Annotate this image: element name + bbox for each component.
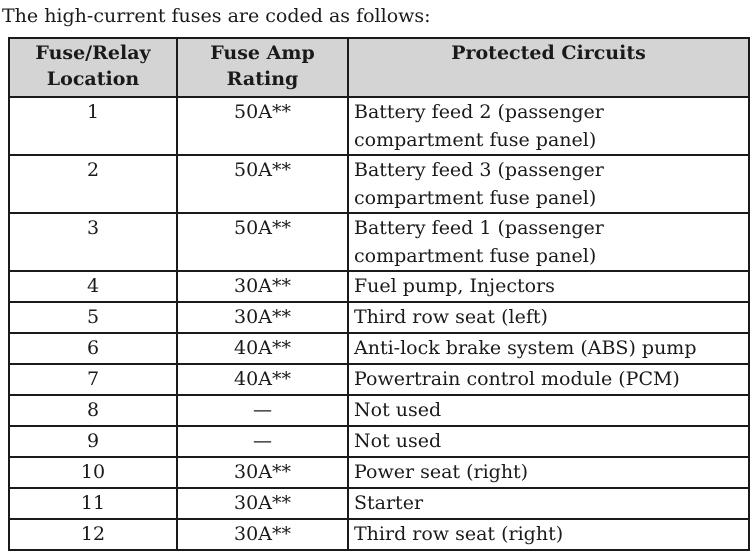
fuse-location-cell: 12 [9, 519, 177, 550]
table-row [9, 271, 749, 302]
fuse-location-cell: 4 [9, 271, 177, 302]
protected-circuits-cell: Not used [348, 395, 749, 426]
table-row [9, 488, 749, 519]
header-location: Fuse/Relay Location [9, 38, 177, 97]
intro-text: The high-current fuses are coded as follows: [2, 5, 431, 27]
fuse-rating-cell: 50A** [177, 97, 348, 155]
fuse-rating-cell: 30A** [177, 271, 348, 302]
fuse-location-cell: 1 [9, 97, 177, 155]
protected-circuits-cell: Anti-lock brake system (ABS) pump [348, 333, 749, 364]
table-row [9, 395, 749, 426]
fuse-location-cell: 7 [9, 364, 177, 395]
fuse-location-cell: 11 [9, 488, 177, 519]
fuse-rating-cell: 30A** [177, 302, 348, 333]
fuse-rating-cell: — [177, 426, 348, 457]
protected-circuits-cell: Battery feed 2 (passenger compartment fuse panel) [348, 97, 749, 155]
protected-circuits-cell: Battery feed 3 (passenger compartment fuse panel) [348, 155, 749, 213]
table-row [9, 519, 749, 550]
fuse-location-cell: 5 [9, 302, 177, 333]
fuse-rating-cell: 30A** [177, 488, 348, 519]
table-row [9, 302, 749, 333]
table-row [9, 155, 749, 213]
fuse-rating-cell: 30A** [177, 519, 348, 550]
fuse-rating-cell: — [177, 395, 348, 426]
fuse-location-cell: 8 [9, 395, 177, 426]
fuse-table-body [9, 97, 749, 550]
protected-circuits-cell: Third row seat (right) [348, 519, 749, 550]
table-row [9, 333, 749, 364]
fuse-location-cell: 2 [9, 155, 177, 213]
table-row [9, 213, 749, 271]
table-row [9, 426, 749, 457]
fuse-rating-cell: 40A** [177, 333, 348, 364]
fuse-rating-cell: 50A** [177, 155, 348, 213]
table-row [9, 364, 749, 395]
protected-circuits-cell: Powertrain control module (PCM) [348, 364, 749, 395]
protected-circuits-cell: Starter [348, 488, 749, 519]
fuse-location-cell: 10 [9, 457, 177, 488]
header-rating: Fuse Amp Rating [177, 38, 348, 97]
fuse-location-cell: 6 [9, 333, 177, 364]
fuse-location-cell: 3 [9, 213, 177, 271]
protected-circuits-cell: Not used [348, 426, 749, 457]
fuse-rating-cell: 40A** [177, 364, 348, 395]
header-row [9, 38, 749, 97]
header-circuits: Protected Circuits [348, 38, 749, 97]
fuse-location-cell: 9 [9, 426, 177, 457]
table-row [9, 97, 749, 155]
fuse-table [8, 37, 750, 551]
protected-circuits-cell: Third row seat (left) [348, 302, 749, 333]
protected-circuits-cell: Power seat (right) [348, 457, 749, 488]
protected-circuits-cell: Battery feed 1 (passenger compartment fuse panel) [348, 213, 749, 271]
protected-circuits-cell: Fuel pump, Injectors [348, 271, 749, 302]
table-row [9, 457, 749, 488]
fuse-rating-cell: 50A** [177, 213, 348, 271]
fuse-rating-cell: 30A** [177, 457, 348, 488]
